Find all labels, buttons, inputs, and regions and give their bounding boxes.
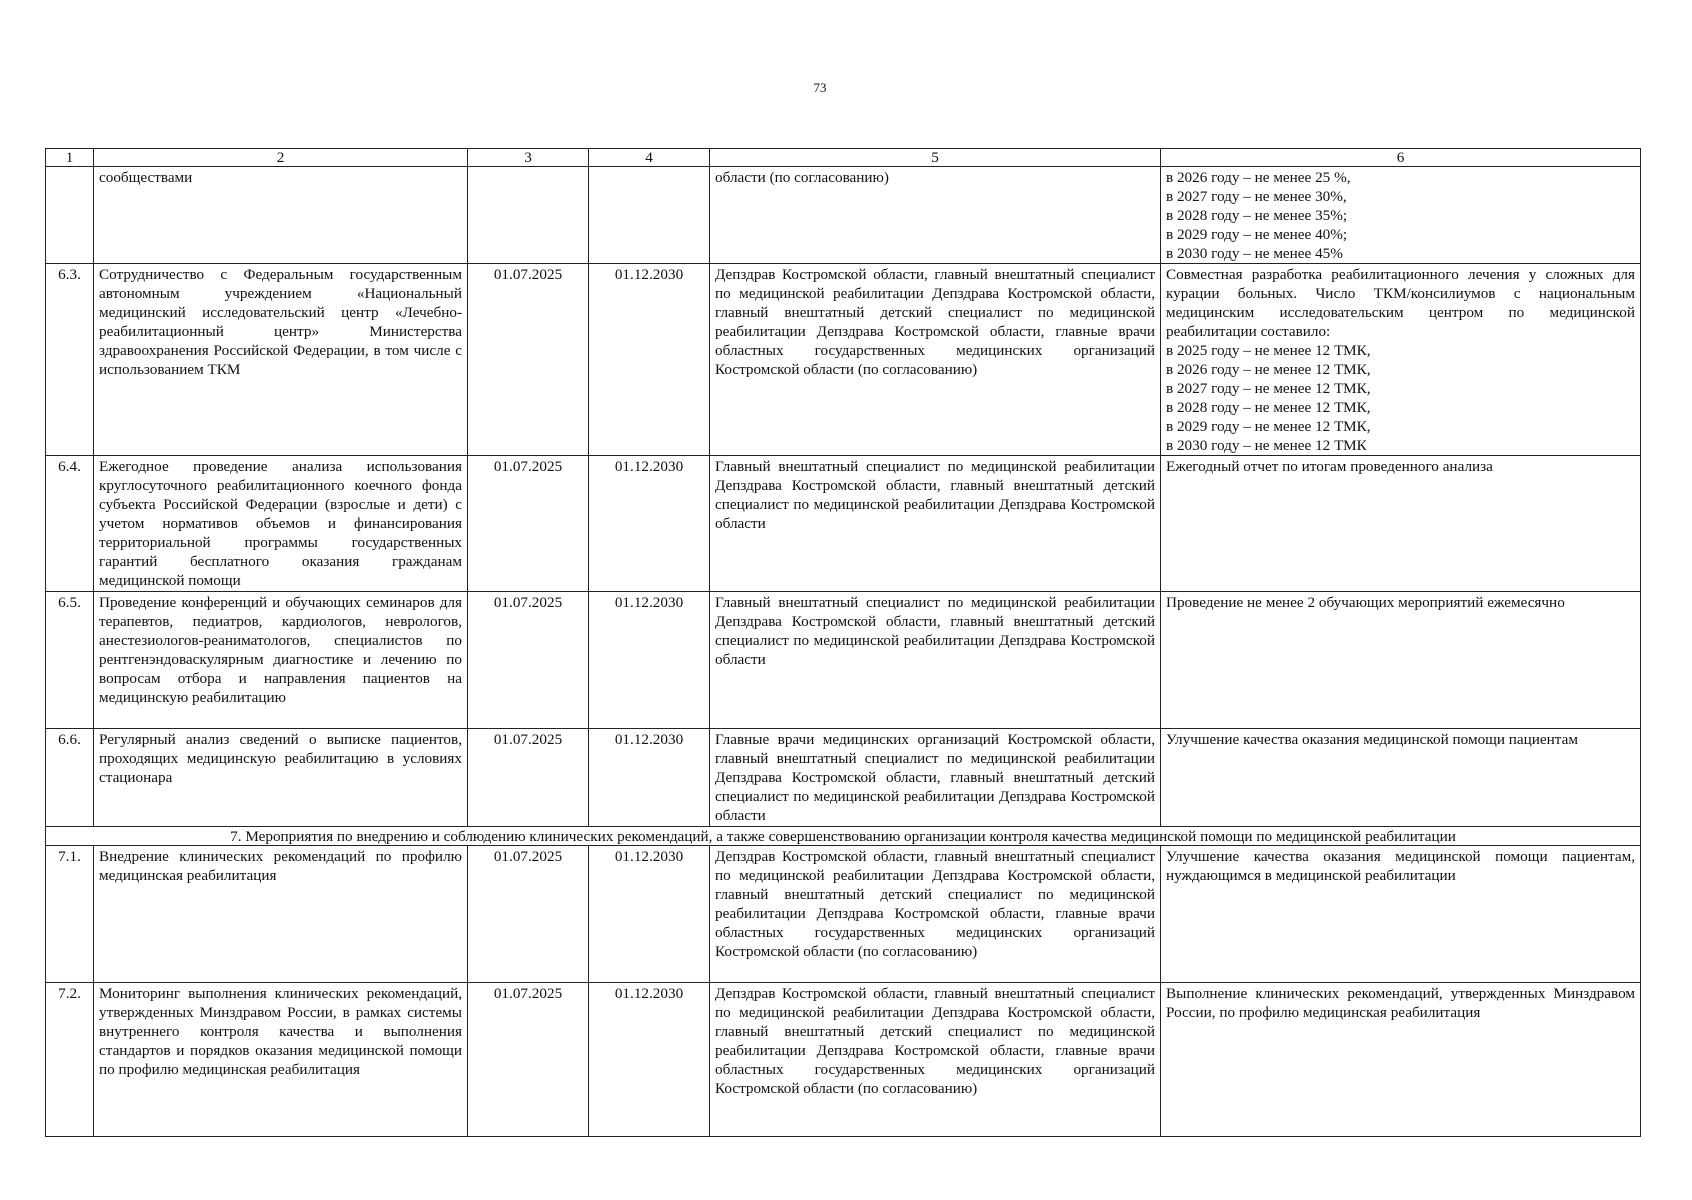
column-header-1: 1 bbox=[46, 149, 94, 167]
column-header-6: 6 bbox=[1161, 149, 1641, 167]
end-date-cell: 01.12.2030 bbox=[589, 456, 710, 592]
responsible-cell: области (по согласованию) bbox=[710, 167, 1161, 264]
activity-cell: сообществами bbox=[94, 167, 468, 264]
page-number: 73 bbox=[813, 80, 827, 95]
start-date-cell: 01.07.2025 bbox=[468, 456, 589, 592]
table-row bbox=[46, 592, 1641, 729]
responsible-cell: Депздрав Костромской области, главный внештатный специалист по медицинской реабилитации Депздрава Костромской области, главный внештатный детский специалист по медицинской реабилитации Депздрава Костромской области, главные врачи областных государственных медицинских организаций Костромской области (по согласованию) bbox=[710, 983, 1161, 1137]
row-number: 7.2. bbox=[46, 983, 94, 1137]
result-cell: Улучшение качества оказания медицинской помощи пациентам, нуждающимся в медицинской реабилитации bbox=[1161, 846, 1641, 983]
result-line: в 2027 году – не менее 12 ТМК, bbox=[1166, 380, 1371, 397]
table-row bbox=[46, 264, 1641, 456]
column-header-3: 3 bbox=[468, 149, 589, 167]
end-date-cell: 01.12.2030 bbox=[589, 729, 710, 827]
table-row bbox=[46, 983, 1641, 1137]
result-line: в 2030 году – не менее 12 ТМК bbox=[1166, 437, 1367, 454]
start-date-cell: 01.07.2025 bbox=[468, 592, 589, 729]
responsible-cell: Депздрав Костромской области, главный внештатный специалист по медицинской реабилитации Депздрава Костромской области, главный внештатный детский специалист по медицинской реабилитации Депздрава Костромской области, главные врачи областных государственных медицинских организаций Костромской области (по согласованию) bbox=[710, 846, 1161, 983]
end-date-cell: 01.12.2030 bbox=[589, 983, 710, 1137]
row-number: 6.3. bbox=[46, 264, 94, 456]
result-line: в 2030 году – не менее 45% bbox=[1166, 245, 1343, 262]
table-row bbox=[46, 456, 1641, 592]
activities-table bbox=[45, 148, 1641, 1137]
result-cell: Выполнение клинических рекомендаций, утвержденных Минздравом России, по профилю медицинская реабилитация bbox=[1161, 983, 1641, 1137]
result-cell bbox=[1161, 167, 1641, 264]
column-number-row bbox=[46, 149, 1641, 167]
result-intro: Совместная разработка реабилитационного лечения у сложных для курации больных. Число ТКМ/консилиумов с национальным медицинским исследовательским центром по медицинской реабилитации составило: bbox=[1166, 266, 1635, 340]
result-line: в 2029 году – не менее 12 ТМК, bbox=[1166, 418, 1371, 435]
end-date-cell: 01.12.2030 bbox=[589, 846, 710, 983]
table-row bbox=[46, 729, 1641, 827]
section-heading-row bbox=[46, 827, 1641, 846]
start-date-cell bbox=[468, 167, 589, 264]
result-line: в 2029 году – не менее 40%; bbox=[1166, 226, 1348, 243]
result-cell: Ежегодный отчет по итогам проведенного анализа bbox=[1161, 456, 1641, 592]
responsible-cell: Главный внештатный специалист по медицинской реабилитации Депздрава Костромской области, главный внештатный детский специалист по медицинской реабилитации Депздрава Костромской области bbox=[710, 592, 1161, 729]
end-date-cell: 01.12.2030 bbox=[589, 264, 710, 456]
column-header-5: 5 bbox=[710, 149, 1161, 167]
end-date-cell: 01.12.2030 bbox=[589, 592, 710, 729]
result-cell: Улучшение качества оказания медицинской помощи пациентам bbox=[1161, 729, 1641, 827]
result-line: в 2028 году – не менее 35%; bbox=[1166, 207, 1348, 224]
end-date-cell bbox=[589, 167, 710, 264]
row-number: 6.4. bbox=[46, 456, 94, 592]
section-7-title: 7. Мероприятия по внедрению и соблюдению клинических рекомендаций, а также совершенствованию организации контроля качества медицинской помощи по медицинской реабилитации bbox=[46, 827, 1641, 846]
table-row bbox=[46, 846, 1641, 983]
column-header-2: 2 bbox=[94, 149, 468, 167]
result-line: в 2026 году – не менее 12 ТМК, bbox=[1166, 361, 1371, 378]
activity-cell: Внедрение клинических рекомендаций по профилю медицинская реабилитация bbox=[94, 846, 468, 983]
start-date-cell: 01.07.2025 bbox=[468, 846, 589, 983]
result-line: в 2027 году – не менее 30%, bbox=[1166, 188, 1347, 205]
result-line: в 2025 году – не менее 12 ТМК, bbox=[1166, 342, 1371, 359]
row-number bbox=[46, 167, 94, 264]
activity-cell: Мониторинг выполнения клинических рекомендаций, утвержденных Минздравом России, в рамках системы внутреннего контроля качества и выполнения стандартов и порядков оказания медицинской помощи по профилю медицинская реабилитация bbox=[94, 983, 468, 1137]
start-date-cell: 01.07.2025 bbox=[468, 983, 589, 1137]
start-date-cell: 01.07.2025 bbox=[468, 264, 589, 456]
result-cell bbox=[1161, 264, 1641, 456]
responsible-cell: Депздрав Костромской области, главный внештатный специалист по медицинской реабилитации Депздрава Костромской области, главный внештатный детский специалист по медицинской реабилитации Депздрава Костромской области, главные врачи областных государственных медицинских организаций Костромской области (по согласованию) bbox=[710, 264, 1161, 456]
activity-cell: Ежегодное проведение анализа использования круглосуточного реабилитационного коечного фонда субъекта Российской Федерации (взрослые и дети) с учетом нормативов объемов и финансирования территориальной программы государственных гарантий бесплатного оказания гражданам медицинской помощи bbox=[94, 456, 468, 592]
result-cell: Проведение не менее 2 обучающих мероприятий ежемесячно bbox=[1161, 592, 1641, 729]
result-line: в 2026 году – не менее 25 %, bbox=[1166, 169, 1351, 186]
activity-cell: Сотрудничество с Федеральным государственным автономным учреждением «Национальный медицинский исследовательский центр «Лечебно-реабилитационный центр» Министерства здравоохранения Российской Федерации, в том числе с использованием ТКМ bbox=[94, 264, 468, 456]
responsible-cell: Главный внештатный специалист по медицинской реабилитации Депздрава Костромской области, главный внештатный детский специалист по медицинской реабилитации Депздрава Костромской области bbox=[710, 456, 1161, 592]
row-number: 6.5. bbox=[46, 592, 94, 729]
row-number: 6.6. bbox=[46, 729, 94, 827]
result-line: в 2028 году – не менее 12 ТМК, bbox=[1166, 399, 1371, 416]
start-date-cell: 01.07.2025 bbox=[468, 729, 589, 827]
column-header-4: 4 bbox=[589, 149, 710, 167]
activity-cell: Регулярный анализ сведений о выписке пациентов, проходящих медицинскую реабилитацию в условиях стационара bbox=[94, 729, 468, 827]
responsible-cell: Главные врачи медицинских организаций Костромской области, главный внештатный специалист по медицинской реабилитации Депздрава Костромской области, главный внештатный детский специалист по медицинской реабилитации Депздрава Костромской области bbox=[710, 729, 1161, 827]
activity-cell: Проведение конференций и обучающих семинаров для терапевтов, педиатров, кардиологов, неврологов, анестезиологов-реаниматологов, специалистов по рентгенэндоваскулярным диагностике и лечению по вопросам отбора и направления пациентов на медицинскую реабилитацию bbox=[94, 592, 468, 729]
row-number: 7.1. bbox=[46, 846, 94, 983]
table-row bbox=[46, 167, 1641, 264]
